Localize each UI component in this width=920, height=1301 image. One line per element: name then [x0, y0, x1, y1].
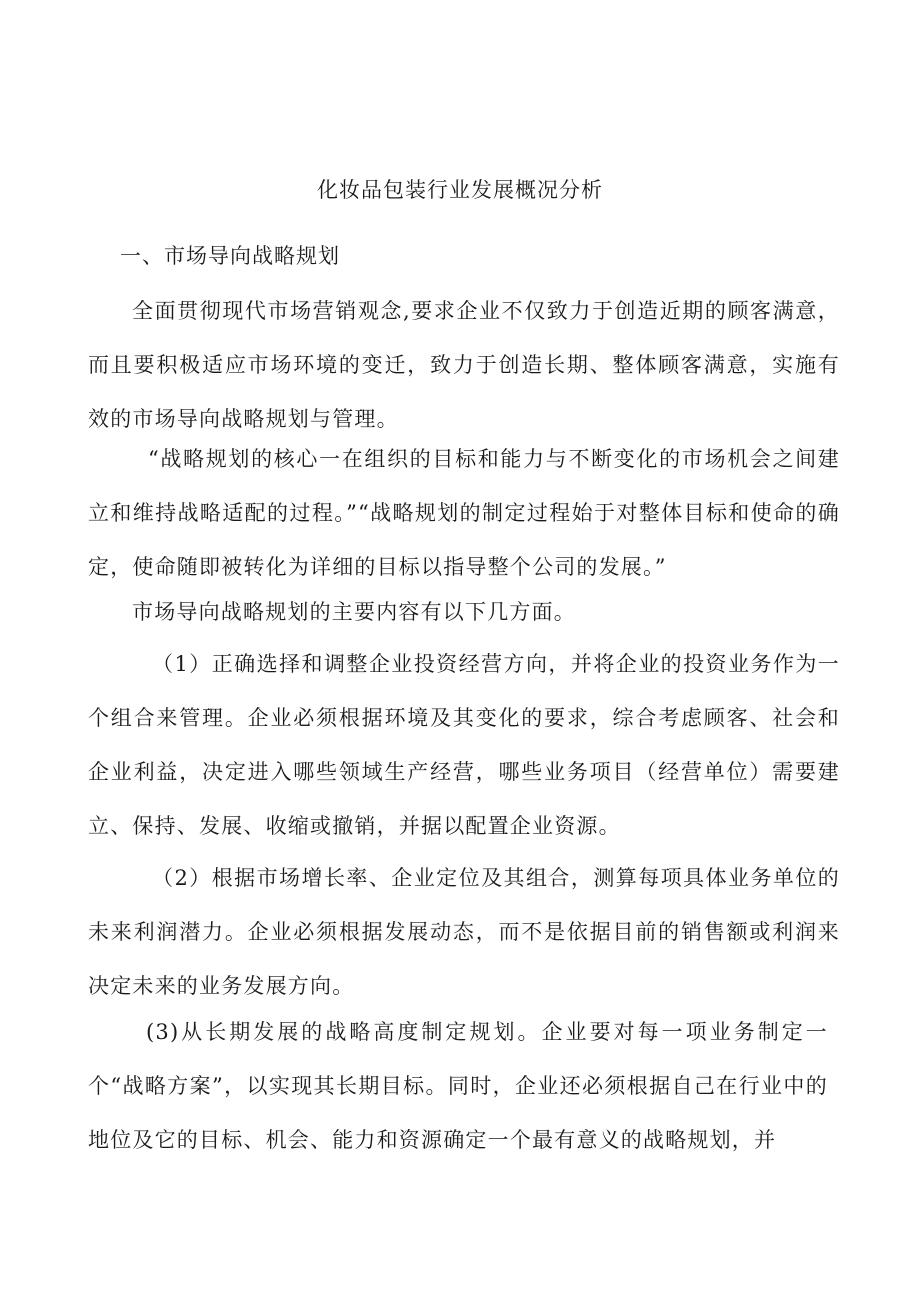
- document-title: 化妆品包装行业发展概况分析: [317, 178, 603, 202]
- paragraph-item-3: (3)从长期发展的战略高度制定规划。企业要对每一项业务制定一个“战略方案”，以实现其长期目标。同时，企业还必须根据自己在行业中的地位及它的目标、机会、能力和资源确定一个最有意义的战略规划，并: [88, 1020, 828, 1152]
- paragraph-quote: “战略规划的核心一在组织的目标和能力与不断变化的市场机会之间建立和维持战略适配的过程。”“战略规划的制定过程始于对整体目标和使命的确定，使命随即被转化为详细的目标以指导整个公司的发展。”: [88, 447, 840, 579]
- paragraph-item-1: （1）正确选择和调整企业投资经营方向，并将企业的投资业务作为一个组合来管理。企业必须根据环境及其变化的要求，综合考虑顾客、社会和企业利益，决定进入哪些领域生产经营，哪些业务项目（经营单位）需要建立、保持、发展、收缩或撤销，并据以配置企业资源。: [88, 652, 840, 838]
- paragraph-intro: 全面贯彻现代市场营销观念,要求企业不仅致力于创造近期的顾客满意，而且要积极适应市场环境的变迁，致力于创造长期、整体顾客满意，实施有效的市场导向战略规划与管理。: [88, 299, 840, 431]
- paragraph-item-2: （2）根据市场增长率、企业定位及其组合，测算每项具体业务单位的未来利润潜力。企业必须根据发展动态，而不是依据目前的销售额或利润来决定未来的业务发展方向。: [88, 866, 840, 998]
- paragraph-main-content: 市场导向战略规划的主要内容有以下几方面。: [132, 600, 576, 624]
- section-heading: 一、市场导向战略规划: [120, 244, 340, 268]
